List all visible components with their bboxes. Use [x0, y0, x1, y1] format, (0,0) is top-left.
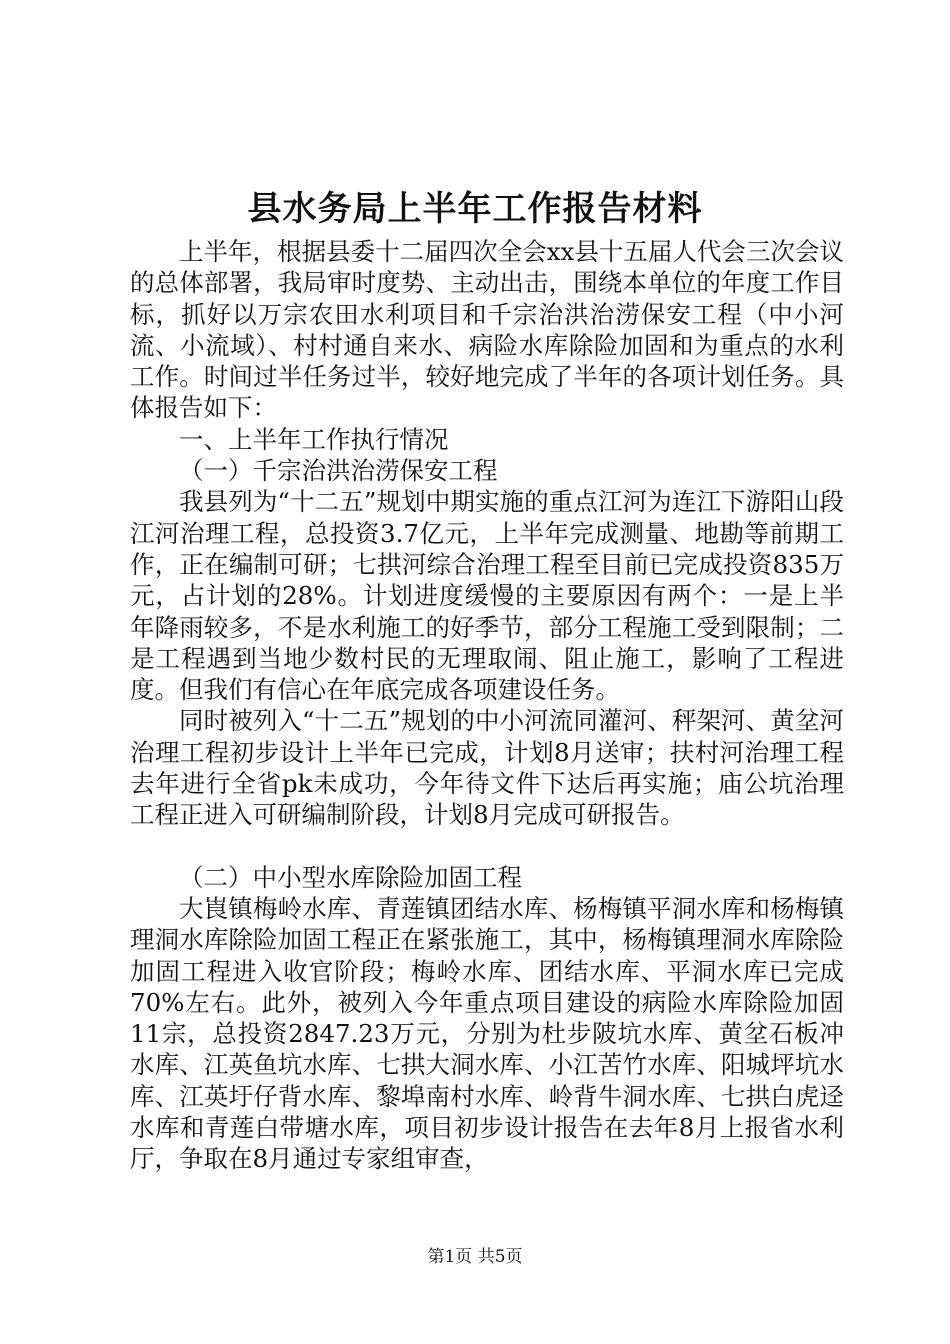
document-title: 县水务局上半年工作报告材料	[247, 189, 703, 229]
intro-paragraph: 上半年，根据县委十二届四次全会xx县十五届人代会三次会议的总体部署，我局审时度势、主动出击，围绕本单位的年度工作目标，抓好以万宗农田水利项目和千宗治洪治涝保安工程（中小河流、小流域）、村村通自来水、病险水库除险加固和为重点的水利工作。时间过半任务过半，较好地完成了半年的各项计划任务。具体报告如下：	[130, 237, 844, 423]
subsection-heading-1: （一）千宗治洪治涝保安工程	[179, 456, 498, 486]
document-body	[130, 236, 844, 1175]
body-paragraph: 我县列为“十二五”规划中期实施的重点江河为连江下游阳山段江河治理工程，总投资3.7亿元，上半年完成测量、地勘等前期工作，正在编制可研；七拱河综合治理工程至目前已完成投资835万元，占计划的28%。计划进度缓慢的主要原因有两个：一是上半年降雨较多，不是水利施工的好季节，部分工程施工受到限制；二是工程遇到当地少数村民的无理取闹、阻止施工，影响了工程进度。但我们有信心在年底完成各项建设任务。	[130, 487, 844, 705]
body-paragraph: 同时被列入“十二五”规划的中小河流同灌河、秤架河、黄坌河治理工程初步设计上半年已完成，计划8月送审；扶村河治理工程去年进行全省pk未成功，今年待文件下达后再实施；庙公坑治理工程正进入可研编制阶段，计划8月完成可研报告。	[130, 706, 844, 830]
section-heading-1: 一、上半年工作执行情况	[179, 424, 449, 454]
body-paragraph: 大崀镇梅岭水库、青莲镇团结水库、杨梅镇平洞水库和杨梅镇理洞水库除险加固工程正在紧张施工，其中，杨梅镇理洞水库除险加固工程进入收官阶段；梅岭水库、团结水库、平洞水库已完成70%左右。此外，被列入今年重点项目建设的病险水库除险加固11宗，总投资2847.23万元，分别为杜步陂坑水库、黄坌石板冲水库、江英鱼坑水库、七拱大洞水库、小江苦竹水库、阳城坪坑水库、江英圩仔背水库、黎埠南村水库、岭背牛洞水库、七拱白虎迳水库和青莲白带塘水库，项目初步设计报告在去年8月上报省水利厅，争取在8月通过专家组审查，	[130, 893, 844, 1174]
page-number-footer: 第1页 共5页	[427, 1247, 523, 1267]
subsection-heading-2: （二）中小型水库除险加固工程	[179, 862, 522, 892]
